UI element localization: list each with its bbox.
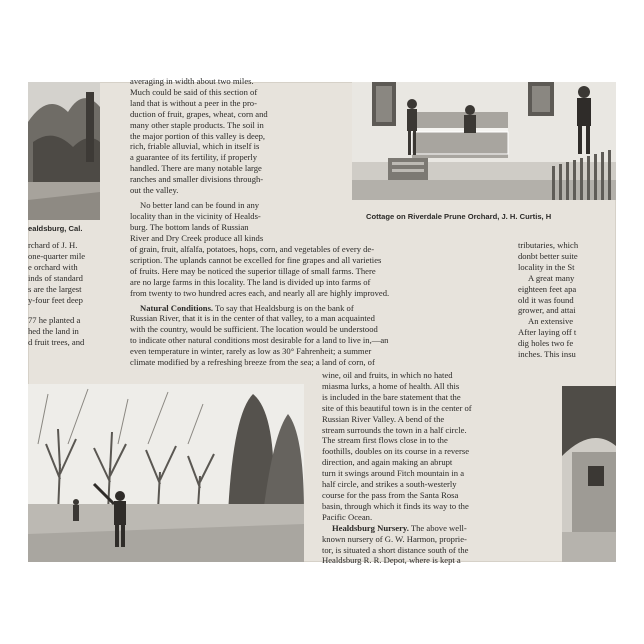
text-line: duction of fruit, grapes, wheat, corn and [130,108,268,119]
right-column-text [518,240,618,360]
text-line: is included in the bare statement that the [322,391,461,402]
photo-cottage [352,82,616,200]
photo-orchard-bottom [28,384,304,562]
bottom-column-text [322,370,504,566]
text-line: course for the pass from the Santa Rosa [322,489,459,500]
caption-top-left: ealdsburg, Cal. [28,224,83,233]
caption-top-right: Cottage on Riverdale Prune Orchard, J. H. Curtis, H [366,212,552,221]
text-line: turn it swings around Fitch mountain in a [322,468,465,479]
text-line [130,303,506,314]
photo-bottom-right [562,386,616,562]
text-line: hed the land in [28,326,79,337]
text-line: scription. The uplands cannot be excelled for fine grapes and all varieties [130,254,382,265]
text-line: locality than in the vicinity of Healds- [130,210,261,221]
wide-paragraph-text [130,244,506,368]
text-line: rich, friable alluvial, which in itself is [130,141,260,152]
text-line: Healdsburg R. R. Depot, where is kept a [322,555,461,566]
text-line: eighteen feet apa [518,283,577,294]
text-line: of fruits. Here may be noticed the superior tillage of small farms. There [130,265,376,276]
text-line [28,305,108,315]
text-line: basin, through which it finds its way to the [322,500,469,511]
middle-column-text [130,76,348,244]
text-line: land that is without a peer in the pro- [130,97,257,108]
text-line: locality in the St [518,261,575,272]
text-line: Much could be said of this section of [130,86,258,97]
photo-orchard-top-left [28,82,100,220]
text-line: inches. This insu [518,349,576,360]
text-line: tributaries, which [518,240,579,250]
text-line: to indicate other natural conditions most desirable for a land to live in,—an [130,335,389,346]
text-line: even temperature in winter, rarely as low as 30° Fahrenheit; a summer [130,346,372,357]
text-line: River and Dry Creek produce all kinds [130,232,264,243]
text-line: are no large farms in this locality. The land is divided up into farms of [130,276,371,287]
section-heading-healdsburg-nursery: Healdsburg Nursery. [332,522,409,533]
text-line: with the country, would be sufficient. The location would be understood [130,324,378,335]
text-line: An extensive [528,316,574,327]
text-line: Russian River Valley. A bend of the [322,413,445,424]
text-line: 77 he planted a [28,315,81,326]
text-line: the major portion of this valley is deep, [130,130,266,141]
mousepad [28,76,616,566]
text-line: averaging in width about two miles. [130,76,254,86]
text-line: y-four feet deep [28,294,83,305]
text-line: one-quarter mile [28,250,86,261]
text-line: known nursery of G. W. Harmon, proprie- [322,533,467,544]
text-line: half circle, and strikes a south-westerly [322,479,457,490]
text-line: donbt better suite [518,250,578,261]
text-line: ranches and smaller divisions through- [130,174,264,185]
text-line: s are the largest [28,283,82,294]
text-line [322,523,504,534]
text-fragment: To say that Healdsburg is on the bank of [213,302,354,313]
text-line: e orchard with [28,261,78,272]
text-line: tor, is situated a short distance south of the [322,544,469,555]
text-line: direction, and again making an abrupt [322,457,453,468]
text-line: old it was found [518,294,574,305]
text-line: site of this beautiful town is in the center of [322,402,472,413]
text-line: out the valley. [130,185,179,196]
text-line: climate modified by a refreshing breeze from the sea; a land of corn, of [130,357,375,368]
text-line: After laying off t [518,327,577,338]
text-line: from twenty to two hundred acres each, and nearly all are highly improved. [130,287,390,298]
text-line: A great many [528,272,575,283]
text-line: grower, and attai [518,305,576,316]
text-line: inds of standard [28,272,83,283]
text-line: burg. The bottom lands of Russian [130,221,249,232]
text-line: dig holes two fe [518,338,574,349]
text-line: Russian River, that it is in the center of that valley, to a man acquainted [130,313,375,324]
text-line: of grain, fruit, alfalfa, potatoes, hops, corn, and vegetables of every de- [130,244,375,254]
text-line: a guarantee of its fertility, if properly [130,152,258,163]
text-line: foothills, doubles on its course in a reverse [322,446,470,457]
text-line: many other staple products. The soil in [130,119,264,130]
text-line: miasma lurks, a home of health. All this [322,380,460,391]
text-line: The stream first flows close in to the [322,435,448,446]
section-heading-natural-conditions: Natural Conditions. [140,302,214,313]
text-fragment: The above well- [408,522,467,533]
text-line: handled. There are many notable large [130,163,262,174]
text-line: No better land can be found in any [140,199,260,210]
text-line: wine, oil and fruits, in which no hated [322,370,453,380]
text-line: Pacific Ocean. [322,511,373,522]
text-line: stream surrounds the town in a half circle. [322,424,467,435]
left-column-text [28,240,108,348]
text-line: rchard of J. H. [28,240,78,250]
text-line: d fruit trees, and [28,337,85,348]
